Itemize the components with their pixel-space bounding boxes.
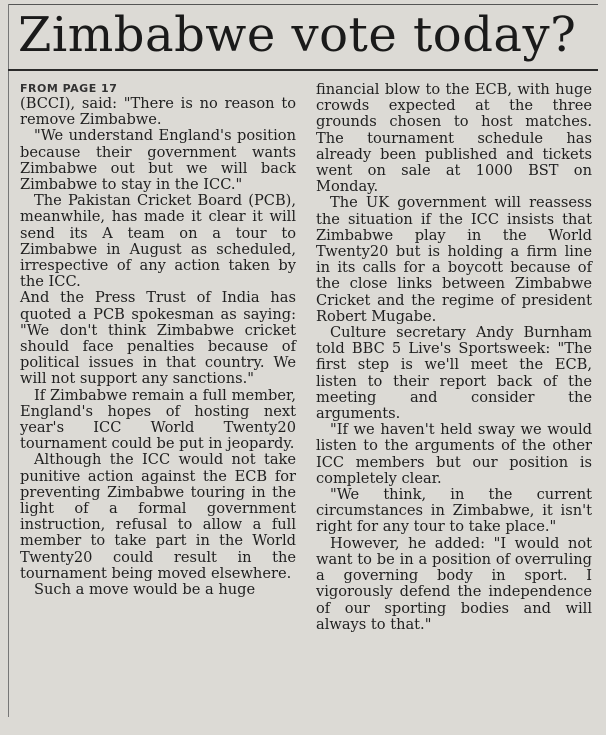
paragraph: Culture secretary Andy Burnham told BBC 5 Live's Sportsweek: "The first step is we'll meet the ECB, listen to their report back of the meeting and consider the arguments. [316, 324, 592, 423]
top-rule [8, 4, 598, 5]
paragraph: However, he added: "I would not want to be in a position of overruling a governing body in sport. I vigorously defend the independence of our sporting bodies and will always to that." [316, 534, 592, 633]
paragraph: Such a move would be a huge [34, 581, 256, 599]
paragraph: "We think, in the current circumstances in Zimbabwe, it isn't right for any tour to take place." [316, 486, 592, 536]
paragraph: The Pakistan Cricket Board (PCB), meanwhile, has made it clear it will send its A team on a tour to Zimbabwe in August as scheduled, irrespective of any action taken by the ICC. [20, 192, 296, 291]
paragraph: financial blow to the ECB, with huge crowds expected at the three grounds chosen to host matches. The tournament schedule has already been published and tickets went on sale at 1000 BST on Monday. [316, 81, 592, 196]
paragraph: If Zimbabwe remain a full member, England's hopes of hosting next year's ICC World Twenty20 tournament could be put in jeopardy. [20, 386, 296, 453]
paragraph: The UK government will reassess the situation if the ICC insists that Zimbabwe play in the World Twenty20 but is holding a firm line in its calls for a boycott because of the close links between Zimbabwe Cricket and the regime of president Robert Mugabe. [316, 194, 592, 325]
left-rule [8, 4, 9, 717]
paragraph: "If we haven't held sway we would listen to the arguments of the other ICC members but our position is completely clear. [316, 421, 592, 487]
headline-rule [8, 69, 598, 71]
paragraph: And the Press Trust of India has quoted a PCB spokesman as saying: "We don't think Zimbabwe cricket should face penalties because of political issues in that country. We will not support any sanctions." [20, 289, 296, 388]
paragraph: Although the ICC would not take punitive action against the ECB for preventing Zimbabwe touring in the light of a formal government instruction, refusal to allow a full member to take part in the World Twenty20 could result in the tournament being moved elsewhere. [20, 451, 296, 582]
right-column [316, 82, 592, 633]
from-page-label: FROM PAGE 17 [20, 82, 118, 95]
paragraph: (BCCI), said: "There is no reason to remove Zimbabwe. [20, 95, 296, 129]
left-column [20, 82, 296, 598]
paragraph: "We understand England's position because their government wants Zimbabwe out but we will back Zimbabwe to stay in the ICC." [20, 127, 296, 194]
headline: Zimbabwe vote today? [18, 7, 577, 63]
